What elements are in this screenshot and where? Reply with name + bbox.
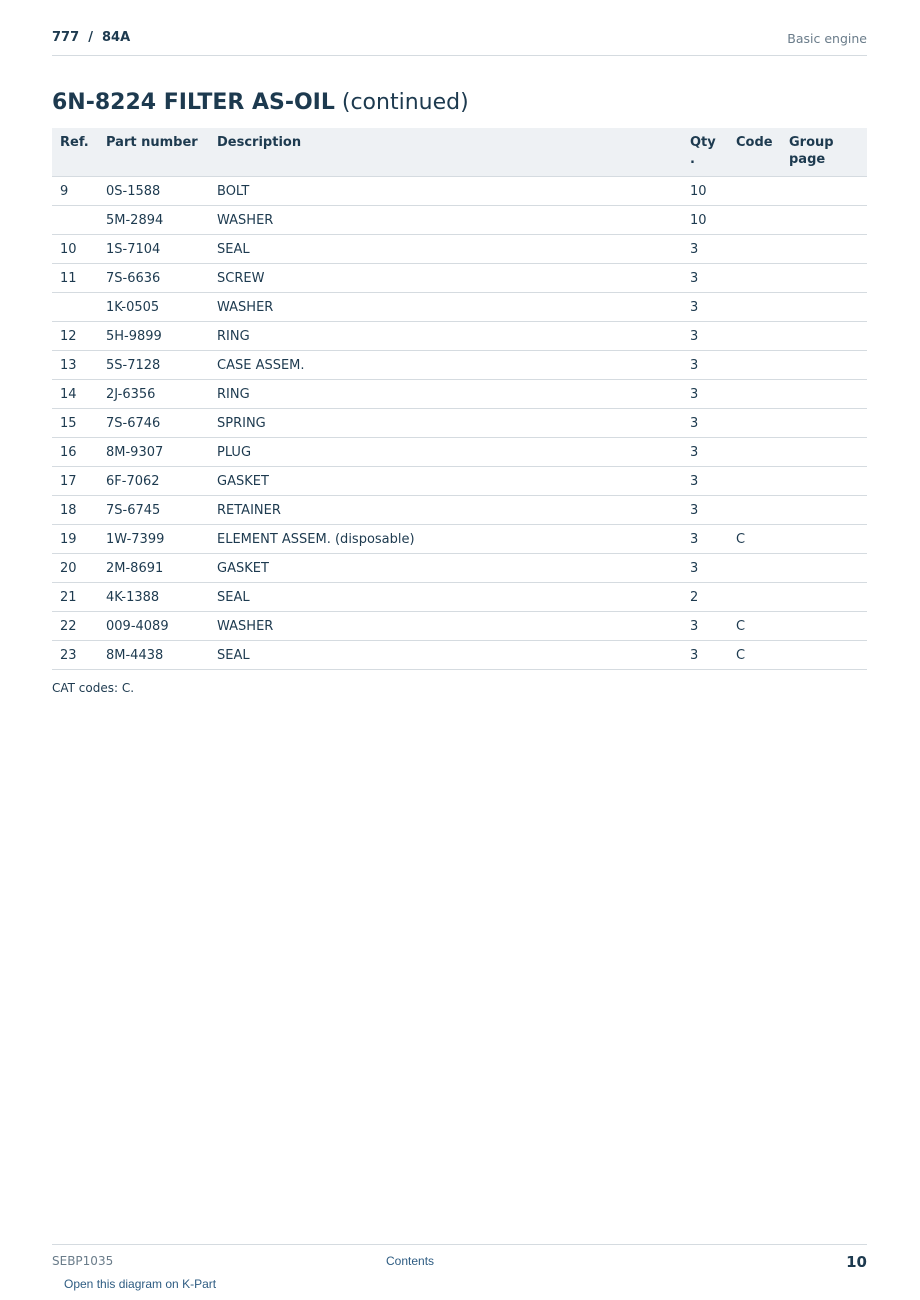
page-footer (52, 1244, 867, 1295)
title-suffix: (continued) (341, 90, 469, 115)
open-kpart-link[interactable]: Open this diagram on K-Part (64, 1277, 217, 1291)
row-code-cell (728, 264, 781, 293)
row-group-page-cell (781, 583, 867, 612)
title-main: 6N-8224 FILTER AS-OIL (52, 90, 335, 115)
row-qty-cell: 3 (682, 467, 728, 496)
table-row (52, 293, 867, 322)
row-part-number-cell: 7S-6745 (98, 496, 209, 525)
row-ref-cell: 23 (52, 641, 98, 670)
table-row (52, 438, 867, 467)
row-description-cell: RING (209, 322, 682, 351)
row-code-cell: C (728, 612, 781, 641)
table-row (52, 409, 867, 438)
contents-link[interactable]: Contents (386, 1254, 435, 1268)
row-part-number-cell: 8M-9307 (98, 438, 209, 467)
row-part-number-cell: 8M-4438 (98, 641, 209, 670)
row-description-cell: GASKET (209, 554, 682, 583)
section-label: Basic engine (787, 31, 867, 46)
row-qty-cell: 2 (682, 583, 728, 612)
row-description-cell: SEAL (209, 583, 682, 612)
row-code-cell (728, 554, 781, 583)
row-description-cell: ELEMENT ASSEM. (disposable) (209, 525, 682, 554)
row-ref-cell: 21 (52, 583, 98, 612)
row-group-page-cell (781, 438, 867, 467)
col-header-part-number: Part number (98, 128, 209, 177)
row-group-page-cell (781, 525, 867, 554)
row-ref-cell (52, 293, 98, 322)
row-description-cell: BOLT (209, 177, 682, 206)
col-header-code: Code (728, 128, 781, 177)
row-group-page-cell (781, 235, 867, 264)
row-ref-cell: 17 (52, 467, 98, 496)
col-header-qty: Qty . (682, 128, 728, 177)
row-description-cell: CASE ASSEM. (209, 351, 682, 380)
row-group-page-cell (781, 351, 867, 380)
row-part-number-cell: 0S-1588 (98, 177, 209, 206)
row-code-cell (728, 380, 781, 409)
row-ref-cell: 15 (52, 409, 98, 438)
parts-table-body (52, 177, 867, 670)
row-ref-cell: 22 (52, 612, 98, 641)
table-header-row (52, 128, 867, 177)
table-row (52, 380, 867, 409)
table-row (52, 554, 867, 583)
row-part-number-cell: 5S-7128 (98, 351, 209, 380)
row-group-page-cell (781, 641, 867, 670)
cat-codes-note: CAT codes: C. (52, 681, 135, 695)
row-qty-cell: 3 (682, 409, 728, 438)
row-ref-cell: 9 (52, 177, 98, 206)
row-group-page-cell (781, 177, 867, 206)
table-row (52, 583, 867, 612)
table-row (52, 612, 867, 641)
col-header-ref: Ref. (52, 128, 98, 177)
row-part-number-cell: 7S-6746 (98, 409, 209, 438)
row-description-cell: PLUG (209, 438, 682, 467)
row-description-cell: RETAINER (209, 496, 682, 525)
parts-table (52, 128, 867, 670)
row-description-cell: RING (209, 380, 682, 409)
table-row (52, 322, 867, 351)
row-ref-cell: 20 (52, 554, 98, 583)
row-ref-cell: 13 (52, 351, 98, 380)
row-code-cell (728, 409, 781, 438)
row-qty-cell: 3 (682, 641, 728, 670)
row-part-number-cell: 5M-2894 (98, 206, 209, 235)
row-ref-cell: 18 (52, 496, 98, 525)
table-row (52, 496, 867, 525)
row-description-cell: SPRING (209, 409, 682, 438)
row-group-page-cell (781, 496, 867, 525)
row-ref-cell: 19 (52, 525, 98, 554)
table-row (52, 641, 867, 670)
table-row (52, 235, 867, 264)
row-qty-cell: 10 (682, 206, 728, 235)
row-group-page-cell (781, 322, 867, 351)
row-code-cell (728, 206, 781, 235)
table-row (52, 177, 867, 206)
col-header-description: Description (209, 128, 682, 177)
table-row (52, 351, 867, 380)
row-code-cell (728, 496, 781, 525)
row-group-page-cell (781, 409, 867, 438)
row-code-cell (728, 351, 781, 380)
page-number: 10 (846, 1253, 867, 1271)
row-code-cell (728, 467, 781, 496)
row-qty-cell: 3 (682, 351, 728, 380)
row-qty-cell: 3 (682, 438, 728, 467)
row-code-cell (728, 293, 781, 322)
row-part-number-cell: 4K-1388 (98, 583, 209, 612)
row-group-page-cell (781, 206, 867, 235)
page-header (52, 28, 867, 56)
row-description-cell: GASKET (209, 467, 682, 496)
row-code-cell: C (728, 641, 781, 670)
row-qty-cell: 3 (682, 380, 728, 409)
row-description-cell: WASHER (209, 612, 682, 641)
model-label: 777 / 84A (52, 30, 131, 45)
row-part-number-cell: 1K-0505 (98, 293, 209, 322)
row-qty-cell: 3 (682, 322, 728, 351)
row-qty-cell: 3 (682, 612, 728, 641)
document-id: SEBP1035 (52, 1254, 114, 1268)
row-description-cell: SCREW (209, 264, 682, 293)
row-qty-cell: 3 (682, 554, 728, 583)
table-row (52, 525, 867, 554)
row-code-cell (728, 322, 781, 351)
row-part-number-cell: 1S-7104 (98, 235, 209, 264)
row-description-cell: SEAL (209, 641, 682, 670)
row-description-cell: WASHER (209, 293, 682, 322)
row-group-page-cell (781, 264, 867, 293)
row-qty-cell: 3 (682, 496, 728, 525)
row-code-cell: C (728, 525, 781, 554)
row-group-page-cell (781, 612, 867, 641)
col-header-group-page: Group page (781, 128, 867, 177)
row-ref-cell: 11 (52, 264, 98, 293)
row-qty-cell: 3 (682, 235, 728, 264)
row-part-number-cell: 2M-8691 (98, 554, 209, 583)
row-ref-cell (52, 206, 98, 235)
row-description-cell: SEAL (209, 235, 682, 264)
row-qty-cell: 10 (682, 177, 728, 206)
row-qty-cell: 3 (682, 264, 728, 293)
row-code-cell (728, 235, 781, 264)
row-part-number-cell: 5H-9899 (98, 322, 209, 351)
table-row (52, 264, 867, 293)
table-row (52, 467, 867, 496)
table-row (52, 206, 867, 235)
row-group-page-cell (781, 380, 867, 409)
row-ref-cell: 12 (52, 322, 98, 351)
row-ref-cell: 10 (52, 235, 98, 264)
row-part-number-cell: 009-4089 (98, 612, 209, 641)
row-ref-cell: 16 (52, 438, 98, 467)
row-part-number-cell: 1W-7399 (98, 525, 209, 554)
row-qty-cell: 3 (682, 293, 728, 322)
row-part-number-cell: 2J-6356 (98, 380, 209, 409)
row-code-cell (728, 583, 781, 612)
row-group-page-cell (781, 467, 867, 496)
page-title (52, 90, 469, 115)
row-part-number-cell: 7S-6636 (98, 264, 209, 293)
row-code-cell (728, 438, 781, 467)
row-description-cell: WASHER (209, 206, 682, 235)
row-code-cell (728, 177, 781, 206)
row-group-page-cell (781, 554, 867, 583)
row-ref-cell: 14 (52, 380, 98, 409)
row-qty-cell: 3 (682, 525, 728, 554)
row-part-number-cell: 6F-7062 (98, 467, 209, 496)
row-group-page-cell (781, 293, 867, 322)
